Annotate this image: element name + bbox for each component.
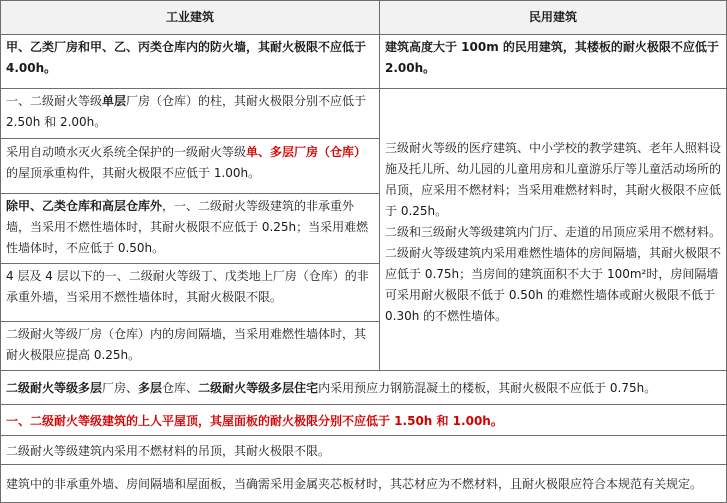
rule-text: 的屋顶承重构件，其耐火极限不应低于 1.00h。: [6, 166, 261, 180]
rule-emphasis: 二级耐火等级多层住宅: [198, 381, 319, 395]
rule-text: 采用自动喷水灭火系统全保护的一级耐火等级: [6, 145, 247, 159]
table-border: [0, 88, 727, 89]
rule-emphasis: 除甲、乙类仓库和高层仓库外: [6, 199, 163, 213]
rule-emphasis: 二级耐火等级多层: [6, 381, 103, 395]
rule-highlight: 单、多层厂房（仓库）: [246, 145, 367, 159]
rule-text: 一、二级耐火等级: [6, 94, 103, 108]
table-border: [0, 435, 727, 436]
civil-lobby-ceiling-rule: 二级和三级耐火等级建筑内门厅、走道的吊顶应采用不燃材料。: [385, 225, 722, 239]
header-civil: 民用建筑: [380, 1, 726, 34]
table-border: [0, 263, 380, 264]
table-border: [0, 138, 380, 139]
table-border: [0, 0, 1, 503]
header-industrial: 工业建筑: [1, 1, 379, 34]
industrial-firewall-rule: 甲、乙类厂房和甲、乙、丙类仓库内的防火墙，其耐火极限不应低于4.00h。: [6, 40, 367, 75]
table-border: [0, 34, 727, 35]
rule-text: 内采用预应力钢筋混凝土的楼板，其耐火极限不应低于 0.75h。: [318, 381, 657, 395]
rule-text: 厂房、: [102, 381, 139, 395]
industrial-column-rule: [1, 90, 379, 137]
rule-text: ，一、二级耐火等级建筑的非承重外墙，当采用不燃性墙体时，其耐火极限不应低于 0.25h；当采用难燃性墙体时，不应低于 0.50h。: [6, 199, 369, 255]
table-border: [0, 321, 380, 322]
table-border: [0, 193, 380, 194]
ceiling-rule: 二级耐火等级建筑内采用不燃材料的吊顶，其耐火极限不限。: [6, 443, 331, 458]
table-border: [0, 404, 727, 405]
industrial-partition-rule: 二级耐火等级厂房（仓库）内的房间隔墙，当采用难燃性墙体时，其耐火极限应提高 0.25h。: [6, 327, 367, 362]
multistory-floor-slab-rule: [1, 372, 726, 404]
rule-emphasis: 单层: [102, 94, 127, 108]
roof-slab-rule: 一、二级耐火等级建筑的上人平屋顶，其屋面板的耐火极限分别不应低于 1.50h 和 1.00h。: [6, 413, 503, 428]
table-border: [0, 370, 727, 371]
civil-floor-slab-rule: 建筑高度大于 100m 的民用建筑，其楼板的耐火极限不应低于2.00h。: [385, 40, 719, 75]
table-border: [0, 464, 727, 465]
rule-emphasis: 多层: [138, 381, 163, 395]
table-border: [0, 0, 727, 1]
industrial-roof-member-rule: [1, 141, 379, 193]
rule-text: 仓库、: [162, 381, 199, 395]
metal-sandwich-panel-rule: 建筑中的非承重外墙、房间隔墙和屋面板，当确需采用金属夹芯板材时，其芯材应为不燃材料，且耐火极限应符合本规范有关规定。: [6, 477, 703, 491]
civil-ceiling-rule: 三级耐火等级的医疗建筑、中小学校的教学建筑、老年人照料设施及托儿所、幼儿园的儿童用房和儿童游乐厅等儿童活动场所的吊顶，应采用不燃材料；当采用难燃材料时，其耐火极限不应低于 0.25h。: [385, 141, 722, 218]
industrial-low-rise-wall-rule: 4 层及 4 层以下的一、二级耐火等级丁、戊类地上厂房（仓库）的非承重外墙，当采用不燃性墙体时，其耐火极限不限。: [6, 269, 369, 304]
table-border: [379, 0, 380, 371]
rule-text: 厂房（仓库）的柱，其耐火极限分别不应低于2.50h 和 2.00h。: [6, 94, 367, 129]
civil-merged-rules: [380, 90, 726, 369]
civil-partition-rule: 二级耐火等级建筑内采用难燃性墙体的房间隔墙，其耐火极限不应低于 0.75h；当房间的建筑面积不大于 100m²时，房间隔墙可采用耐火极限不低于 0.50h 的难燃性墙体或耐火极限不低于0.30h 的不燃性墙体。: [385, 246, 722, 323]
industrial-exterior-wall-rule: [1, 195, 379, 263]
